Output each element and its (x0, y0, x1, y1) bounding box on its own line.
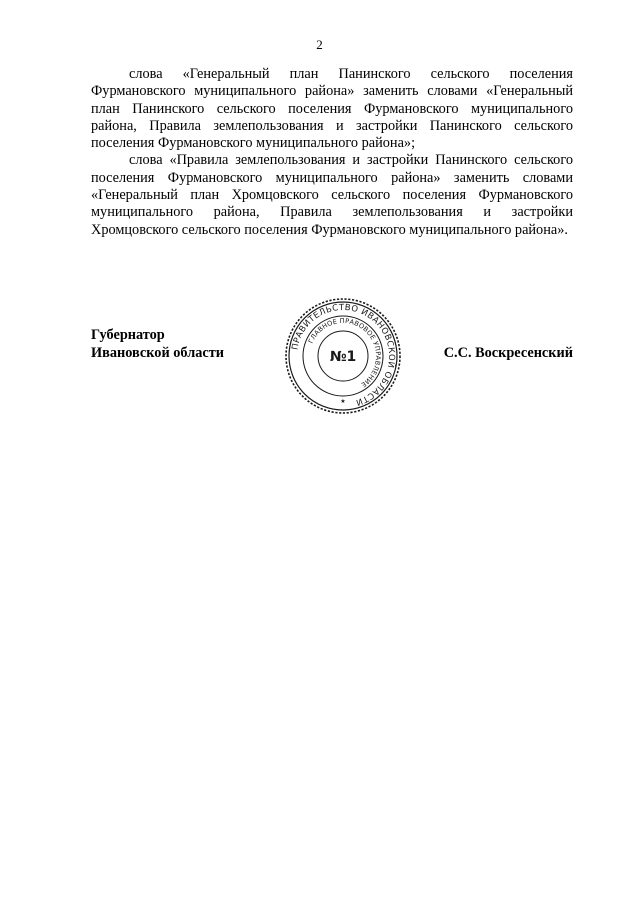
paragraph-1: слова «Генеральный план Панинского сельского поселения Фурмановского муниципального района» заменить словами «Генеральный план Панинского сельского поселения Фурмановского муниципального района, Правила землепользования и застройки Панинского сельского поселения Фурмановского муниципального района»; (91, 66, 573, 152)
page-number: 2 (316, 37, 323, 52)
paragraph-2: слова «Правила землепользования и застройки Панинского сельского поселения Фурмановского муниципального района» заменить словами «Генеральный план Хромцовского сельского поселения Фурмановского муниципального района, Правила землепользования и застройки Хромцовского сельского поселения Фурмановского муниципального района». (91, 152, 573, 238)
seal-inner-text: ГЛАВНОЕ ПРАВОВОЕ УПРАВЛЕНИЕ (306, 316, 383, 389)
signer-title: Губернатор (91, 327, 165, 343)
document-body (91, 66, 573, 239)
seal-number: №1 (329, 349, 357, 365)
seal-stamp-graphic (283, 296, 403, 416)
seal-outer-text: ПРАВИТЕЛЬСТВО ИВАНОВСКОЙ ОБЛАСТИ (290, 302, 397, 408)
seal-star-icon: ★ (340, 398, 346, 405)
signer-position (91, 327, 224, 362)
signer-name: С.С. Воскресенский (443, 344, 573, 361)
signature-block (91, 302, 573, 447)
signer-region: Ивановской области (91, 344, 224, 361)
official-seal (283, 296, 403, 416)
